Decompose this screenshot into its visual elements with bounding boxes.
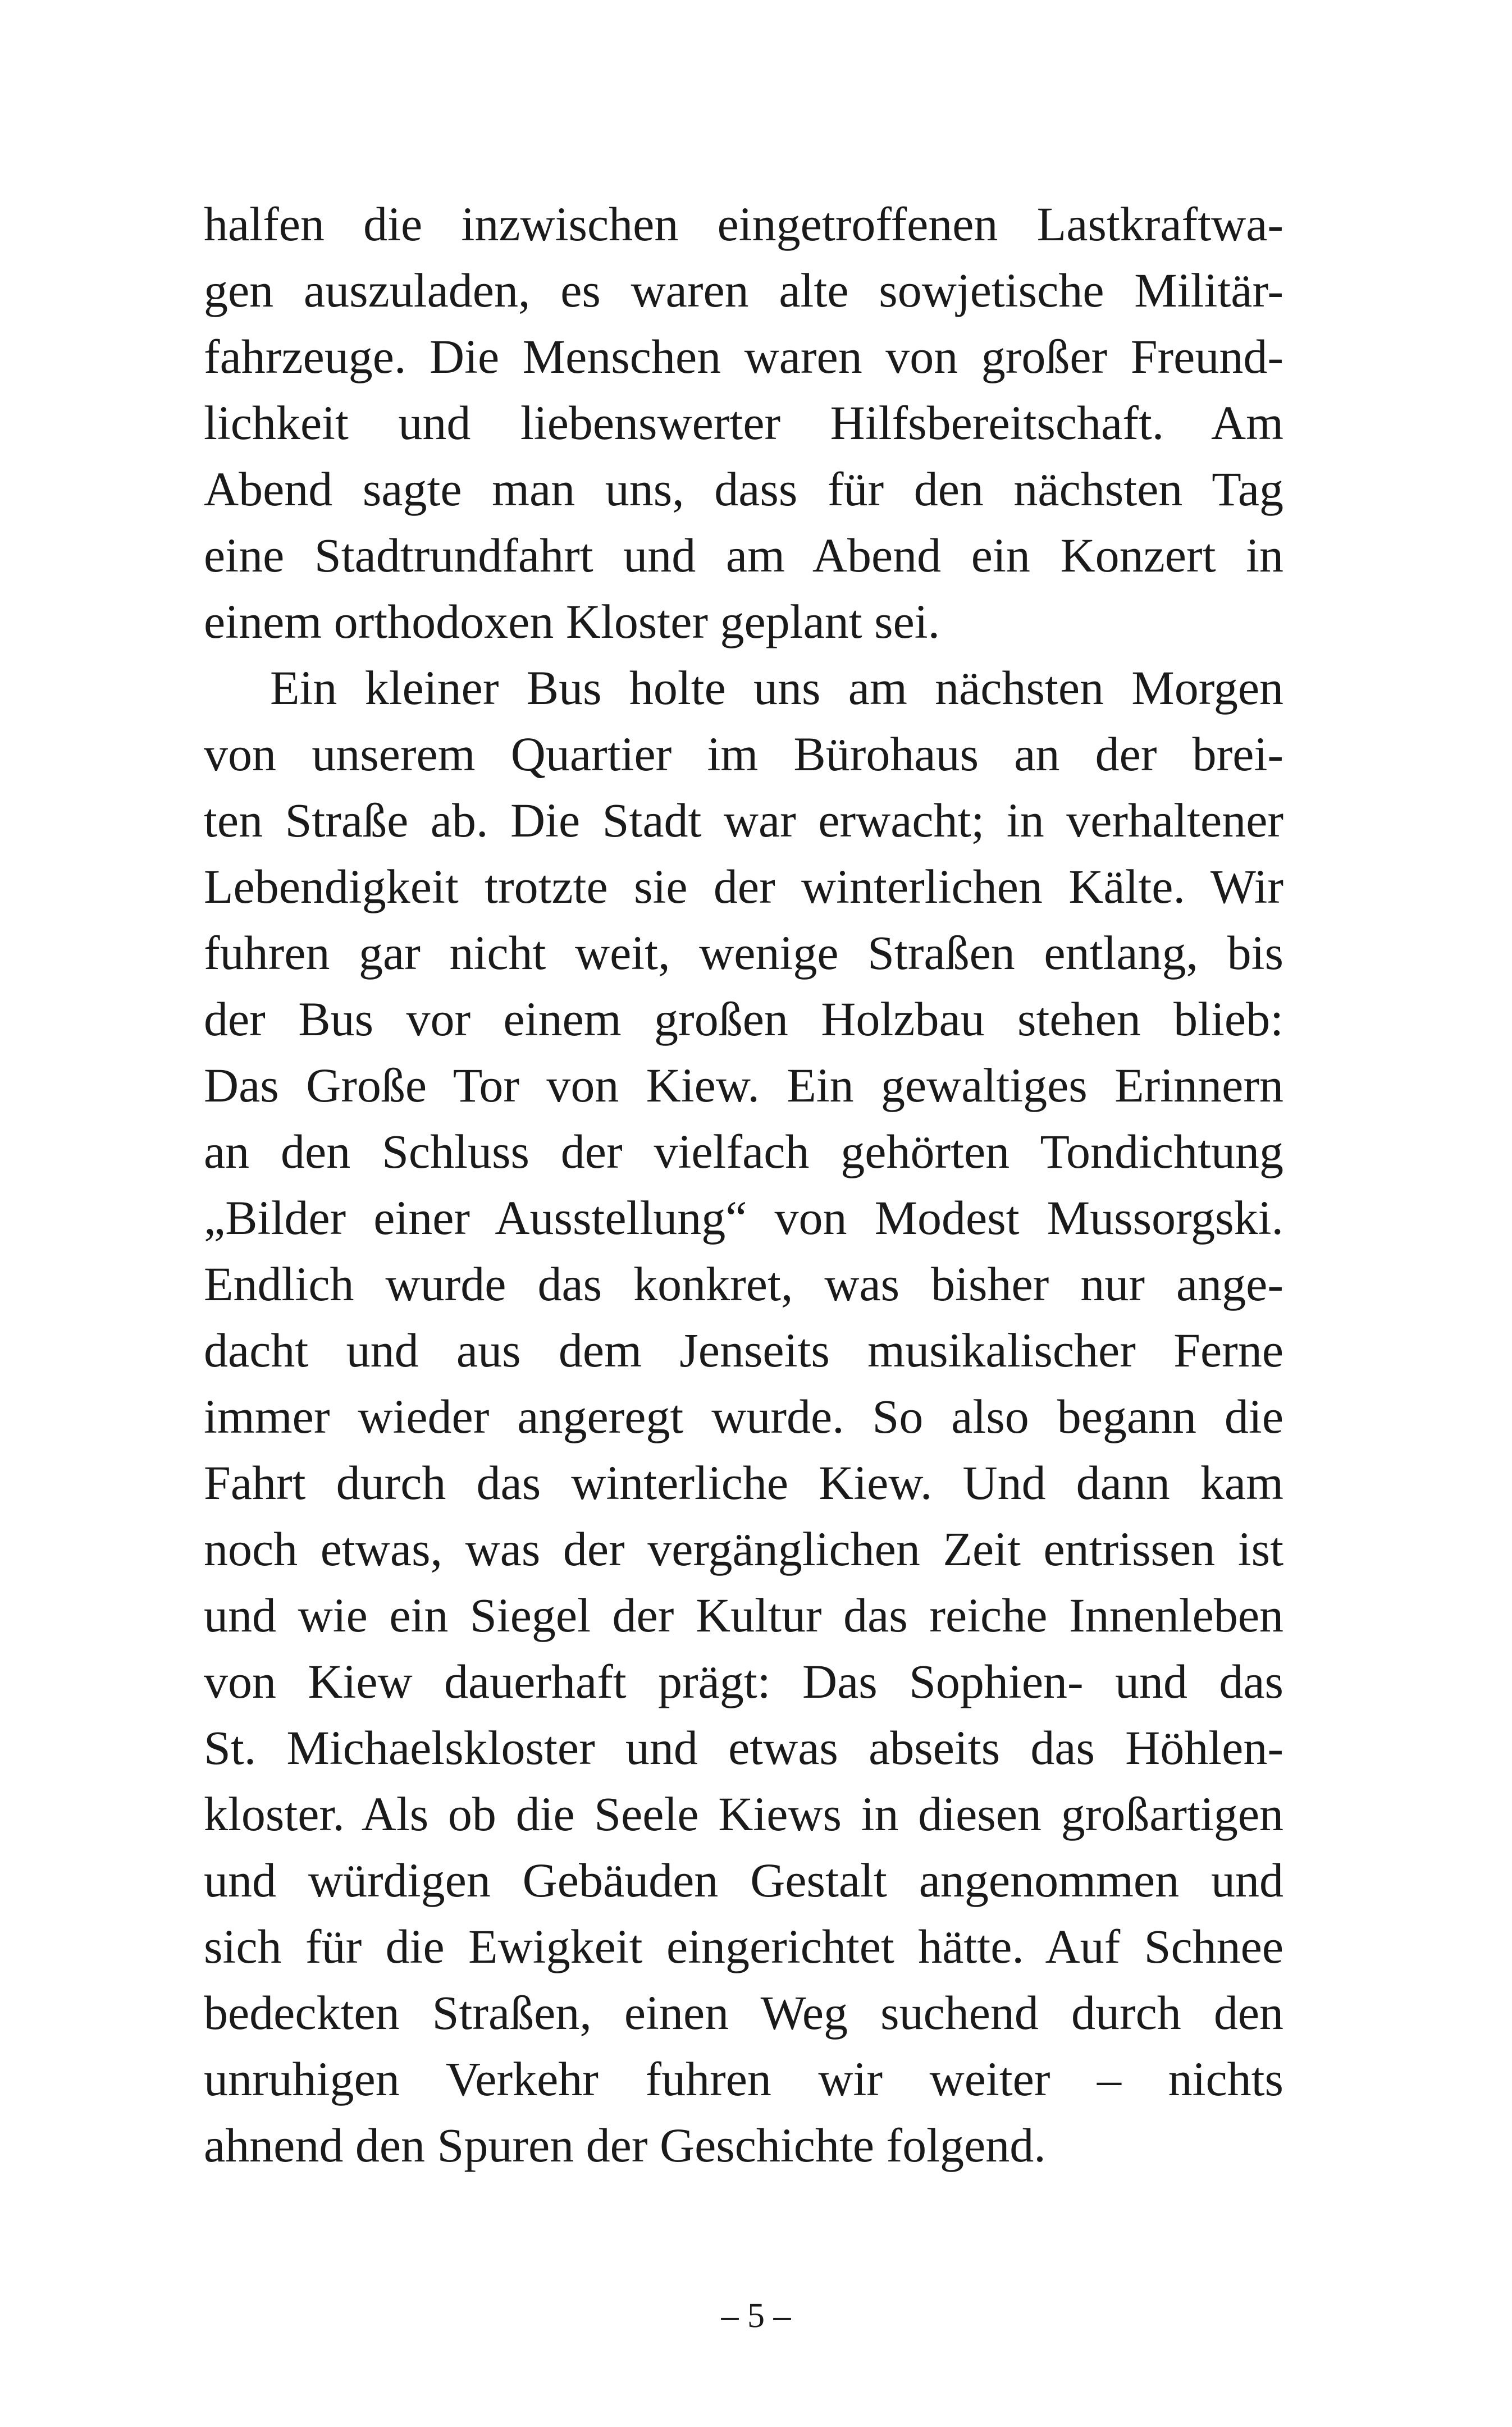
text-line: von unserem Quartier im Bürohaus an der brei- [204,727,1283,781]
text-line: und wie ein Siegel der Kultur das reiche Innenleben [204,1588,1283,1642]
text-line: von Kiew dauerhaft prägt: Das Sophien- und das [204,1654,1283,1708]
text-line: fuhren gar nicht weit, wenige Straßen entlang, bis [204,926,1283,980]
text-line: sich für die Ewigkeit eingerichtet hätte. Auf Schnee [204,1919,1283,1973]
paragraph [204,191,1283,655]
text-line: „Bilder einer Ausstellung“ von Modest Mussorgski. [204,1191,1283,1245]
text-line: kloster. Als ob die Seele Kiews in diesen großartigen [204,1787,1283,1841]
text-line: Ein kleiner Bus holte uns am nächsten Morgen [270,661,1283,715]
text-line: St. Michaelskloster und etwas abseits das Höhlen- [204,1721,1283,1775]
text-line: gen auszuladen, es waren alte sowjetische Militär- [204,263,1283,317]
paragraph [204,655,1283,2178]
page-number: – 5 – [721,2297,791,2335]
text-line: fahrzeuge. Die Menschen waren von großer Freund- [204,330,1283,383]
text-line: an den Schluss der vielfach gehörten Tondichtung [204,1125,1283,1178]
text-line: der Bus vor einem großen Holzbau stehen blieb: [204,992,1283,1046]
text-line: unruhigen Verkehr fuhren wir weiter – nichts [204,2052,1283,2106]
text-line: lichkeit und liebenswerter Hilfsbereitschaft. Am [204,396,1283,450]
text-line: ahnend den Spuren der Geschichte folgend. [204,2118,1046,2172]
text-line: Das Große Tor von Kiew. Ein gewaltiges Erinnern [204,1058,1283,1112]
text-line: ten Straße ab. Die Stadt war erwacht; in verhaltener [204,793,1283,847]
text-line: Lebendigkeit trotzte sie der winterlichen Kälte. Wir [204,860,1283,913]
text-line: Abend sagte man uns, dass für den nächsten Tag [204,462,1283,516]
text-line: und würdigen Gebäuden Gestalt angenommen und [204,1853,1283,1907]
text-line: Endlich wurde das konkret, was bisher nur ange- [204,1257,1283,1311]
text-line: bedeckten Straßen, einen Weg suchend durch den [204,1986,1283,2040]
text-line: eine Stadtrundfahrt und am Abend ein Konzert in [204,528,1283,582]
text-line: dacht und aus dem Jenseits musikalischer Ferne [204,1323,1283,1377]
body-text [204,191,1283,2178]
text-line: einem orthodoxen Kloster geplant sei. [204,595,940,648]
text-line: Fahrt durch das winterliche Kiew. Und dann kam [204,1456,1283,1510]
text-line: halfen die inzwischen eingetroffenen Lastkraftwa- [204,197,1283,251]
text-line: noch etwas, was der vergänglichen Zeit entrissen ist [204,1522,1283,1576]
text-line: immer wieder angeregt wurde. So also begann die [204,1390,1283,1443]
